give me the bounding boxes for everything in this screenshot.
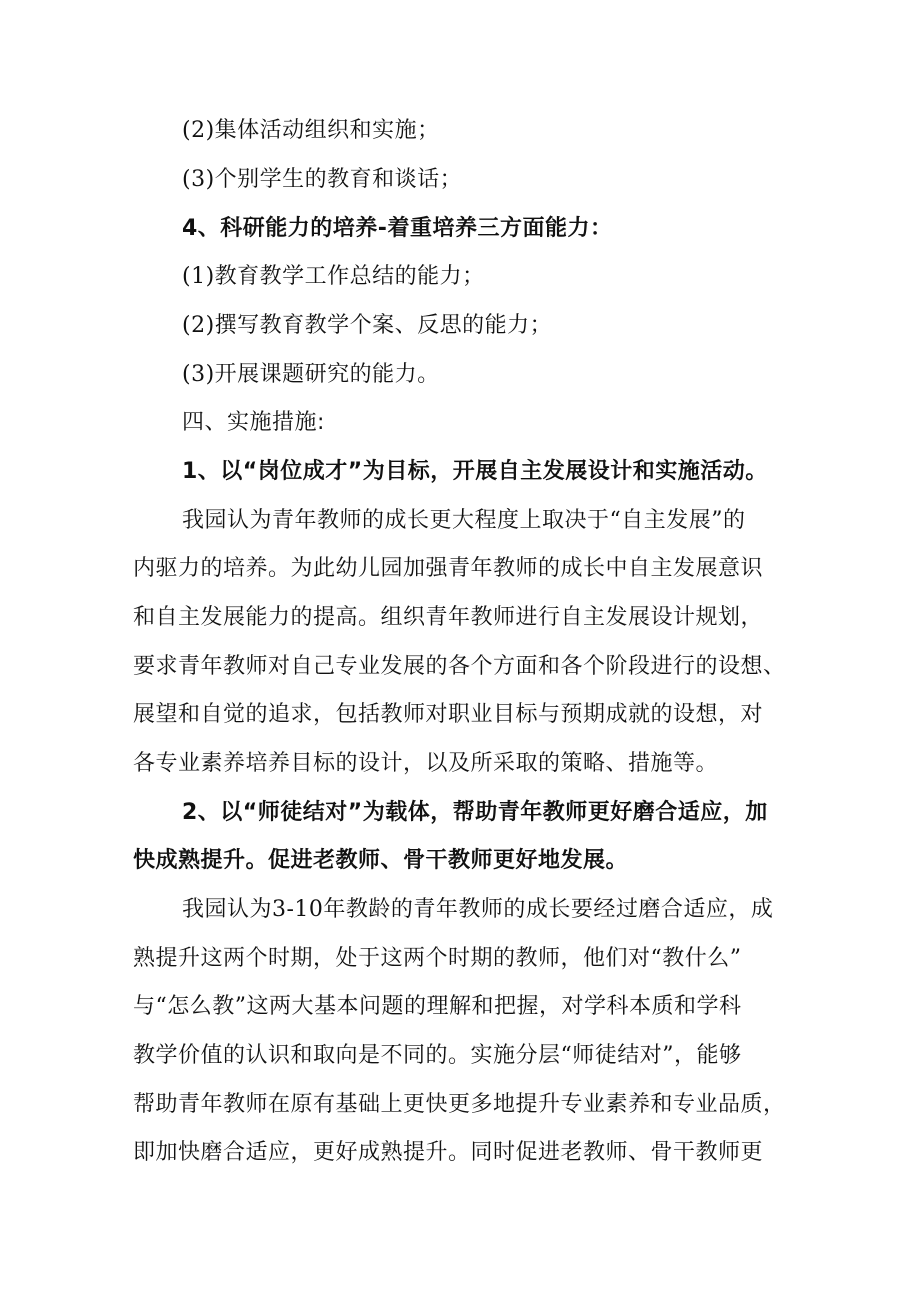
paragraph-line: 各专业素养培养目标的设计，以及所采取的策略、措施等。 — [133, 751, 719, 776]
list-item: (2)集体活动组织和实施； — [182, 118, 440, 143]
list-item: (2)撰写教育教学个案、反思的能力； — [182, 313, 553, 338]
paragraph-line: 与“怎么教”这两大基本问题的理解和把握，对学科本质和学科 — [133, 994, 742, 1019]
list-item: (3)个别学生的教育和谈话； — [182, 167, 463, 192]
paragraph-line: 帮助青年教师在原有基础上更快更多地提升专业素养和专业品质， — [133, 1092, 786, 1117]
list-item: (3)开展课题研究的能力。 — [182, 362, 440, 387]
measure-2-title: 快成熟提升。促进老教师、骨干教师更好地发展。 — [133, 848, 629, 873]
research-heading: 4、科研能力的培养-着重培养三方面能力： — [182, 216, 613, 241]
paragraph-line: 展望和自觉的追求，包括教师对职业目标与预期成就的设想，对 — [133, 702, 764, 727]
section-title: 四、实施措施: — [182, 410, 325, 435]
measure-2-title: 2、以“师徒结对”为载体，帮助青年教师更好磨合适应，加 — [182, 800, 768, 825]
paragraph-line: 熟提升这两个时期，处于这两个时期的教师，他们对“教什么” — [133, 946, 742, 971]
paragraph-line: 和自主发展能力的提高。组织青年教师进行自主发展设计规划， — [133, 605, 764, 630]
paragraph-line: 我园认为青年教师的成长更大程度上取决于“自主发展”的 — [182, 508, 746, 533]
list-item: (1)教育教学工作总结的能力； — [182, 264, 485, 289]
measure-1-title: 1、以“岗位成才”为目标，开展自主发展设计和实施活动。 — [182, 459, 768, 484]
paragraph-line: 我园认为3-10年教龄的青年教师的成长要经过磨合适应，成 — [182, 897, 774, 922]
paragraph-line: 要求青年教师对自己专业发展的各个方面和各个阶段进行的设想、 — [133, 654, 786, 679]
paragraph-line: 即加快磨合适应，更好成熟提升。同时促进老教师、骨干教师更 — [133, 1140, 764, 1165]
paragraph-line: 内驱力的培养。为此幼儿园加强青年教师的成长中自主发展意识 — [133, 556, 764, 581]
paragraph-line: 教学价值的认识和取向是不同的。实施分层“师徒结对”，能够 — [133, 1043, 742, 1068]
